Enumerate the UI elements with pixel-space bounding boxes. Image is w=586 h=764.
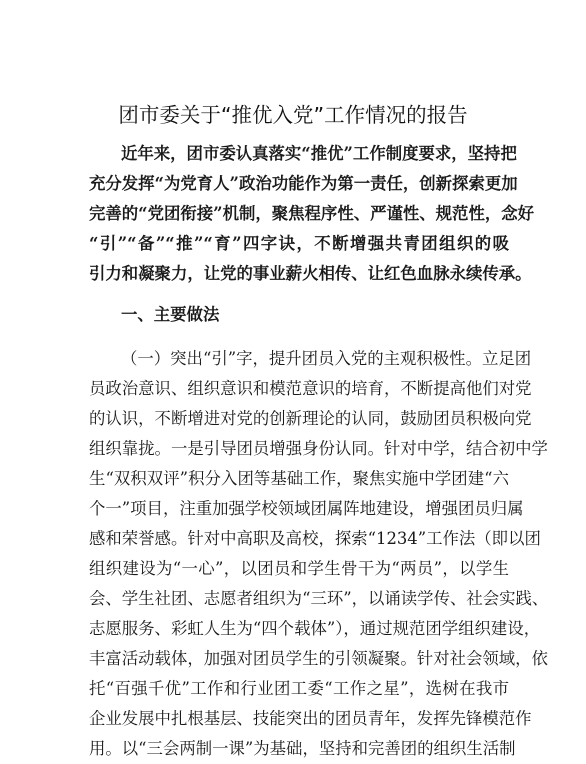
paragraph-line: 感和荣誉感。针对中高职及高校，探索“1234”工作法（即以团 — [89, 529, 541, 548]
paragraph-line: 志愿服务、彩虹人生为“四个载体”），通过规范团学组织建设， — [89, 619, 541, 638]
document-body — [89, 139, 549, 764]
paragraph-line: 企业发展中扎根基层、技能突出的团员青年，发挥先锋模范作 — [89, 709, 532, 728]
paragraph-line: 完善的“党团衔接”机制，聚焦程序性、严谨性、规范性，念好 — [89, 204, 535, 223]
paragraph-line: 引力和凝聚力，让党的事业薪火相传、让红色血脉永续传承。 — [89, 264, 532, 283]
paragraph-line: 托“百强千优”工作和行业团工委“工作之星”，选树在我市 — [89, 679, 509, 698]
paragraph-line: 用。以“三会两制一课”为基础，坚持和完善团的组织生活制 — [89, 739, 516, 758]
paragraph-line: 的认识，不断增进对党的创新理论的认同，鼓励团员积极向党 — [89, 409, 532, 428]
document-title: 团市委关于“推优入党”工作情况的报告 — [118, 103, 468, 127]
section-paragraph — [89, 344, 549, 764]
section-heading: 一、主要做法 — [121, 305, 220, 324]
paragraph-line: 个一”项目，注重加强学校领域团属阵地建设，增强团员归属 — [89, 499, 524, 518]
paragraph-line: 生“双积双评”积分入团等基础工作，聚焦实施中学团建“六 — [89, 469, 509, 488]
paragraph-line: 组织靠拢。一是引导团员增强身份认同。针对中学，结合初中学 — [89, 439, 548, 458]
paragraph-line: 员政治意识、组织意识和模范意识的培育，不断提高他们对党 — [89, 379, 532, 398]
paragraph-line: “引”“备”“推”“育”四字诀，不断增强共青团组织的吸 — [89, 234, 509, 253]
paragraph-line: 丰富活动载体，加强对团员学生的引领凝聚。针对社会领域，依 — [89, 649, 548, 668]
paragraph-line: 充分发挥“为党育人”政治功能作为第一责任，创新探索更加 — [89, 174, 518, 193]
paragraph-line: （一）突出“引”字，提升团员入党的主观积极性。立足团 — [121, 349, 532, 368]
paragraph-line: 会、学生社团、志愿者组织为“三环”，以诵读学传、社会实践、 — [89, 589, 549, 608]
intro-paragraph — [89, 139, 535, 289]
paragraph-line: 组织建设为“一心”，以团员和学生骨干为“两员”，以学生 — [89, 559, 509, 578]
paragraph-line: 近年来，团市委认真落实“推优”工作制度要求，坚持把 — [121, 144, 517, 163]
